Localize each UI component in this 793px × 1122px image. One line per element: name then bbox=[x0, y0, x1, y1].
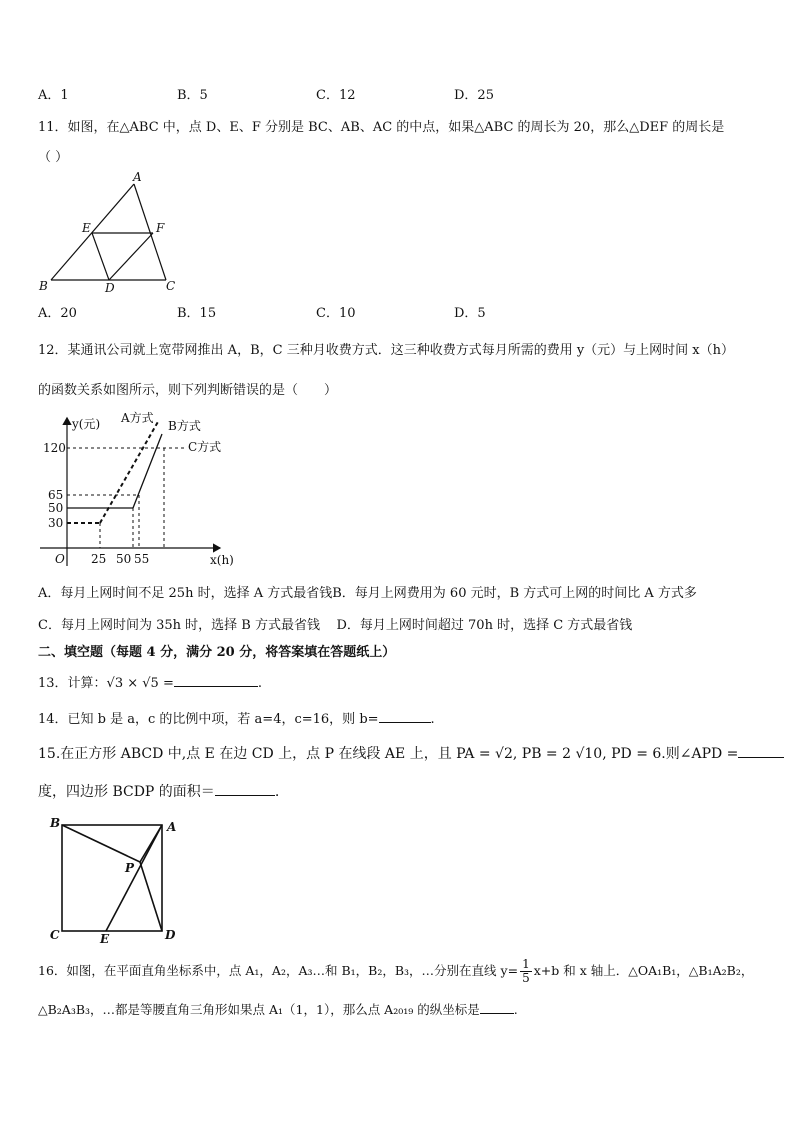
segment-bp bbox=[62, 825, 140, 862]
label-e: E bbox=[100, 932, 110, 944]
y-axis-label: y(元) bbox=[72, 417, 101, 431]
q15-area-blank[interactable] bbox=[215, 782, 275, 796]
x-tick-50: 50 bbox=[116, 552, 132, 566]
q14-answer-blank[interactable] bbox=[379, 709, 431, 723]
q13-suffix: . bbox=[257, 676, 262, 691]
plan-a-label: A方式 bbox=[121, 411, 154, 425]
q16-line-2 bbox=[38, 1000, 518, 1018]
label-d: D bbox=[165, 928, 176, 942]
label-a: A bbox=[133, 170, 142, 184]
q16-text-2: △B₂A₃B₃，…都是等腰直角三角形如果点 A₁（1，1），那么点 A₂₀₁₉ 的纵坐标是 bbox=[38, 1002, 480, 1017]
y-tick-120: 120 bbox=[43, 441, 66, 455]
q11-stem: 11．如图，在△ABC 中，点 D、E、F 分别是 BC、AB、AC 的中点，如果△ABC 的周长为 20，那么△DEF 的周长是 bbox=[38, 120, 725, 135]
y-tick-65: 65 bbox=[48, 488, 64, 502]
q11-option-a: A．20 bbox=[38, 306, 77, 321]
q12-option-d: D．每月上网时间超过 70h 时，选择 C 方式最省钱 bbox=[336, 618, 633, 633]
segment-ae bbox=[106, 825, 162, 931]
q16-fraction bbox=[520, 958, 532, 985]
q10-option-b: B．5 bbox=[177, 88, 208, 103]
y-tick-30: 30 bbox=[48, 516, 64, 530]
q11-option-b: B．15 bbox=[177, 306, 217, 321]
q12-stem-2: 的函数关系如图所示，则下列判断错误的是（ ） bbox=[38, 383, 338, 398]
label-c: C bbox=[166, 279, 176, 293]
plan-b-label: B方式 bbox=[168, 419, 201, 433]
q16-frac-num: 1 bbox=[522, 957, 530, 971]
q12-option-b: B．每月上网费用为 60 元时，B 方式可上网的时间比 A 方式多 bbox=[332, 586, 697, 601]
q16-line-1 bbox=[38, 958, 753, 985]
q15-text-1: 15.在正方形 ABCD 中,点 E 在边 CD 上，点 P 在线段 AE 上，且 PA = √2, PB = 2 √10, PD = 6.则∠APD = bbox=[38, 746, 739, 762]
label-d: D bbox=[105, 281, 115, 295]
q12-function-graph bbox=[34, 408, 244, 574]
q16-frac-den: 5 bbox=[522, 971, 530, 985]
q13-answer-blank[interactable] bbox=[174, 673, 258, 687]
q15-line-2 bbox=[38, 781, 279, 801]
q10-option-c: C．12 bbox=[316, 88, 356, 103]
label-b: B bbox=[50, 816, 61, 830]
edge-fd bbox=[109, 233, 153, 280]
q11-option-d: D．5 bbox=[454, 306, 486, 321]
q12-option-c: C．每月上网时间为 35h 时，选择 B 方式最省钱 bbox=[38, 618, 320, 633]
q10-option-a: A．1 bbox=[38, 88, 69, 103]
segment-pd bbox=[140, 862, 162, 931]
label-b: B bbox=[39, 279, 48, 293]
q15-square-figure bbox=[44, 812, 184, 944]
x-tick-25: 25 bbox=[91, 552, 107, 566]
q15-angle-blank[interactable] bbox=[738, 744, 784, 758]
q13-prefix: 13．计算： bbox=[38, 676, 107, 691]
label-c: C bbox=[50, 928, 60, 942]
label-p: P bbox=[125, 861, 135, 875]
plan-b-line bbox=[133, 434, 162, 508]
q11-triangle-figure bbox=[36, 170, 186, 298]
plan-c-label: C方式 bbox=[188, 440, 222, 454]
edge-ed bbox=[92, 233, 109, 280]
q16-part-1: 16．如图，在平面直角坐标系中，点 A₁，A₂，A₃…和 B₁，B₂，B₃，…分别在直线 y= bbox=[38, 963, 519, 978]
q13-expression: √3 × √5 = bbox=[106, 676, 174, 691]
q10-option-d: D．25 bbox=[454, 88, 494, 103]
x-tick-55: 55 bbox=[134, 552, 150, 566]
q16-part-2: x+b 和 x 轴上．△OA₁B₁，△B₁A₂B₂， bbox=[533, 963, 754, 978]
q15-suffix: . bbox=[274, 784, 280, 800]
q12-options-ab bbox=[38, 582, 697, 601]
q13 bbox=[38, 672, 262, 691]
y-tick-50: 50 bbox=[48, 501, 64, 515]
q16-answer-blank[interactable] bbox=[480, 1000, 514, 1014]
q15-text-2: 度，四边形 BCDP 的面积＝ bbox=[38, 784, 215, 800]
q14-suffix: . bbox=[430, 712, 435, 727]
q12-options-cd bbox=[38, 614, 632, 633]
q11-option-c: C．10 bbox=[316, 306, 356, 321]
edge-ba bbox=[51, 184, 134, 280]
label-a: A bbox=[167, 820, 177, 834]
q16-suffix: . bbox=[513, 1002, 518, 1017]
section-2-title: 二、填空题（每题 4 分，满分 20 分，将答案填在答题纸上） bbox=[38, 645, 396, 660]
square-abcd bbox=[62, 825, 162, 931]
origin-label: O bbox=[55, 552, 65, 566]
q15-line-1 bbox=[38, 743, 784, 763]
q11-stem-paren: （ ） bbox=[38, 150, 69, 165]
label-f: F bbox=[156, 221, 165, 235]
q14 bbox=[38, 708, 435, 727]
x-axis-label: x(h) bbox=[210, 553, 234, 567]
q12-option-a: A．每月上网时间不足 25h 时，选择 A 方式最省钱 bbox=[38, 586, 333, 601]
label-e: E bbox=[82, 221, 91, 235]
q12-stem: 12．某通讯公司就上宽带网推出 A，B，C 三种月收费方式．这三种收费方式每月所需的费用 y（元）与上网时间 x（h） bbox=[38, 343, 735, 358]
q14-text: 14．已知 b 是 a，c 的比例中项，若 a=4，c=16，则 b= bbox=[38, 712, 379, 727]
